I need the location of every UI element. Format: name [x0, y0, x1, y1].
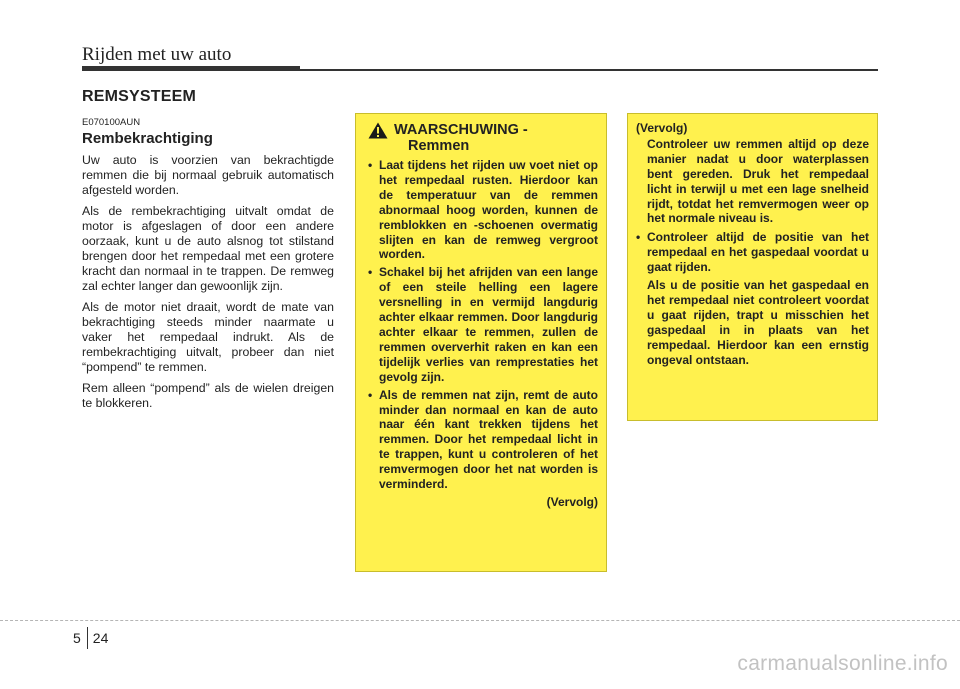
watermark: carmanualsonline.info [737, 652, 948, 675]
header-rule-thick [82, 66, 300, 71]
page-number [73, 630, 108, 646]
continuation-box [627, 113, 878, 421]
page-number-separator [87, 627, 88, 649]
continuation-paragraph: Controleer uw remmen altijd op deze manier nadat u door waterplassen bent gereden. Druk het rempedaal licht in terwijl u met een lage snelheid rijdt, totdat het remvermogen weer op het normale niveau is. [647, 136, 869, 226]
list-item [368, 388, 598, 492]
body-paragraph: Rem alleen “pompend” als de wielen dreigen te blokkeren. [82, 381, 334, 410]
bullet-icon: • [368, 265, 373, 280]
list-item-text: Als de remmen nat zijn, remt de auto minder dan normaal en kan de auto naar één kant trekken tijdens het remmen. Door het rempedaal licht in te trappen, kunt u controleren of het remvermogen door het nat worden is verminderd. [379, 387, 598, 492]
page-header-title: Rijden met uw auto [82, 44, 232, 65]
warning-list [368, 158, 598, 492]
bullet-icon: • [636, 230, 641, 245]
list-item [636, 230, 869, 275]
warning-header [368, 122, 598, 154]
section-code: E070100AUN [82, 117, 141, 128]
subsection-title: Rembekrachtiging [82, 130, 213, 147]
list-item-text: Controleer altijd de positie van het rempedaal en het gaspedaal voordat u gaat rijden. [647, 230, 869, 275]
list-item [368, 158, 598, 262]
header-rule-thin [300, 69, 878, 71]
continuation-paragraph: Als u de positie van het gaspedaal en het rempedaal niet controleert voordat u gaat rijden, trapt u misschien het gaspedaal in in plaats van het rempedaal. Hierdoor kan een ernstig ongeval ontstaan. [647, 278, 869, 367]
footer-dashed-line [0, 620, 960, 621]
warning-triangle-icon [368, 122, 388, 139]
continuation-list [636, 230, 869, 275]
bullet-icon: • [368, 158, 373, 172]
continuation-label: (Vervolg) [636, 121, 688, 135]
list-item-text: Schakel bij het afrijden van een lange of een steile helling een lagere versnelling in en vermijd langdurig achter elkaar remmen. Door langdurig achter elkaar te remmen, zullen de remmen oververhit raken en kan een tijdelijk verlies van remprestaties het gevolg zijn. [379, 265, 598, 384]
body-column [82, 117, 334, 417]
chapter-number: 5 [73, 630, 81, 646]
bullet-icon: • [368, 387, 373, 402]
list-item-text: Laat tijdens het rijden uw voet niet op het rempedaal rusten. Hierdoor kan de temperatuur van de remmen abnormaal hoog worden, kunnen de remblokken en -schoenen overmatig slijten en kan de remweg vergroot worden. [379, 158, 598, 262]
warning-title-line1: WAARSCHUWING - [394, 122, 528, 138]
body-paragraph: Uw auto is voorzien van bekrachtigde remmen die bij normaal gebruik automatisch afgesteld worden. [82, 153, 334, 197]
list-item [368, 265, 598, 384]
body-paragraph: Als de motor niet draait, wordt de mate van bekrachtiging steeds minder naarmate u vaker het rempedaal indrukt. Als de rembekrachtiging uitvalt, probeer dan niet “pompend” te remmen. [82, 300, 334, 374]
warning-box [355, 113, 607, 572]
warning-title-line2: Remmen [408, 138, 470, 154]
section-title: REMSYSTEEM [82, 88, 197, 105]
page-number-value: 24 [92, 630, 109, 646]
continued-label: (Vervolg) [546, 494, 598, 509]
warning-title [394, 122, 528, 154]
body-paragraph: Als de rembekrachtiging uitvalt omdat de motor is afgeslagen of door een andere oorzaak, kunt u de auto alsnog tot stilstand brengen door het rempedaal met een grotere kracht dan normaal in te trappen. De remweg zal echter langer dan gewoonlijk zijn. [82, 204, 334, 293]
